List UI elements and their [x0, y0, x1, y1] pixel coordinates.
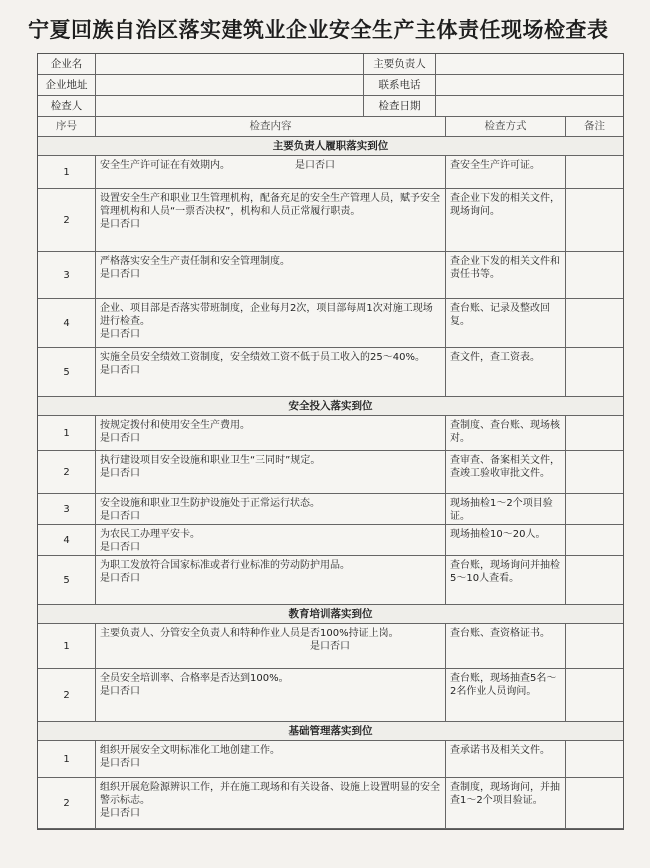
row-number: 1	[38, 156, 96, 188]
info-label: 主要负责人	[364, 54, 436, 75]
row-number: 1	[38, 624, 96, 668]
info-label: 检查日期	[364, 96, 436, 117]
row-content: 企业、项目部是否落实带班制度，企业每月2次，项目部每周1次对施工现场进行检查。 是口否口	[96, 299, 446, 347]
info-value[interactable]	[436, 96, 623, 117]
row-number: 5	[38, 348, 96, 396]
row-method: 现场抽检10～20人。	[446, 525, 566, 555]
table-row	[38, 624, 623, 669]
column-header: 备注	[584, 120, 605, 132]
row-content: 安全设施和职业卫生防护设施处于正常运行状态。 是口否口	[96, 494, 446, 524]
row-number: 3	[38, 494, 96, 524]
row-method: 查安全生产许可证。	[446, 156, 566, 188]
row-remark[interactable]	[566, 741, 623, 777]
table-row	[38, 525, 623, 556]
row-method: 查台账、记录及整改回复。	[446, 299, 566, 347]
row-content: 执行建设项目安全设施和职业卫生“三同时”规定。 是口否口	[96, 451, 446, 493]
table-body	[38, 137, 623, 829]
table-row	[38, 778, 623, 829]
table-row	[38, 156, 623, 189]
row-content: 为农民工办理平安卡。 是口否口	[96, 525, 446, 555]
row-content: 实施全员安全绩效工资制度，安全绩效工资不低于员工收入的25～40%。 是口否口	[96, 348, 446, 396]
row-method: 现场抽检1～2个项目验证。	[446, 494, 566, 524]
row-content: 为职工发放符合国家标准或者行业标准的劳动防护用品。 是口否口	[96, 556, 446, 604]
row-method: 查企业下发的相关文件和责任书等。	[446, 252, 566, 298]
row-number: 3	[38, 252, 96, 298]
table-row	[38, 189, 623, 252]
info-value[interactable]	[96, 96, 364, 117]
section-title: 主要负责人履职落实到位	[38, 137, 623, 156]
table-row	[38, 348, 623, 397]
row-remark[interactable]	[566, 451, 623, 493]
row-method: 查台账，现场抽查5名～2名作业人员询问。	[446, 669, 566, 721]
info-value[interactable]	[96, 75, 364, 96]
inspection-form	[37, 53, 624, 830]
row-method: 查制度，现场询问，并抽查1～2个项目验证。	[446, 778, 566, 828]
row-remark[interactable]	[566, 525, 623, 555]
table-row	[38, 299, 623, 348]
table-header	[38, 117, 623, 137]
row-number: 2	[38, 778, 96, 828]
info-block	[38, 54, 623, 117]
row-remark[interactable]	[566, 556, 623, 604]
row-content: 按规定拨付和使用安全生产费用。 是口否口	[96, 416, 446, 450]
row-number: 2	[38, 451, 96, 493]
column-header: 检查方式	[446, 117, 566, 136]
info-label: 联系电话	[364, 75, 436, 96]
row-number: 1	[38, 416, 96, 450]
row-remark[interactable]	[566, 494, 623, 524]
row-method: 查台账，现场询问并抽检5～10人查看。	[446, 556, 566, 604]
table-row	[38, 669, 623, 722]
row-content: 主要负责人、分管安全负责人和特种作业人员是否100%持证上岗。 是口否口	[96, 624, 446, 668]
row-method: 查台账、查资格证书。	[446, 624, 566, 668]
row-remark[interactable]	[566, 189, 623, 251]
info-value[interactable]	[96, 54, 364, 75]
table-row	[38, 741, 623, 778]
page-title: 宁夏回族自治区落实建筑业企业安全生产主体责任现场检查表	[28, 17, 609, 42]
row-method: 查制度、查台账、现场核对。	[446, 416, 566, 450]
table-row	[38, 416, 623, 451]
row-remark[interactable]	[566, 156, 623, 188]
row-number: 2	[38, 189, 96, 251]
row-remark[interactable]	[566, 669, 623, 721]
section-title: 教育培训落实到位	[38, 605, 623, 624]
row-method: 查企业下发的相关文件，现场询问。	[446, 189, 566, 251]
row-method: 查承诺书及相关文件。	[446, 741, 566, 777]
table-row	[38, 556, 623, 605]
table-row	[38, 252, 623, 299]
row-content: 设置安全生产和职业卫生管理机构，配备充足的安全生产管理人员，赋予安全管理机构和人员“一票否决权”，机构和人员正常履行职责。 是口否口	[96, 189, 446, 251]
info-label: 企业地址	[38, 75, 96, 96]
row-content: 全员安全培训率、合格率是否达到100%。 是口否口	[96, 669, 446, 721]
row-number: 1	[38, 741, 96, 777]
row-content: 安全生产许可证在有效期内。 是口否口	[96, 156, 446, 188]
row-remark[interactable]	[566, 252, 623, 298]
section-title: 安全投入落实到位	[38, 397, 623, 416]
row-method: 查审查、备案相关文件，查竣工验收审批文件。	[446, 451, 566, 493]
row-content: 组织开展安全文明标准化工地创建工作。 是口否口	[96, 741, 446, 777]
row-number: 2	[38, 669, 96, 721]
row-remark[interactable]	[566, 299, 623, 347]
info-label: 企业名	[38, 54, 96, 75]
row-content: 严格落实安全生产责任制和安全管理制度。 是口否口	[96, 252, 446, 298]
info-label: 检查人	[38, 96, 96, 117]
row-number: 4	[38, 299, 96, 347]
column-header: 序号	[38, 117, 96, 136]
info-value[interactable]	[436, 75, 623, 96]
column-header: 检查内容	[96, 117, 446, 136]
row-content: 组织开展危险源辨识工作，并在施工现场和有关设备、设施上设置明显的安全警示标志。 是口否口	[96, 778, 446, 828]
section-title: 基础管理落实到位	[38, 722, 623, 741]
row-number: 5	[38, 556, 96, 604]
row-remark[interactable]	[566, 778, 623, 828]
table-row	[38, 451, 623, 494]
row-remark[interactable]	[566, 624, 623, 668]
info-value[interactable]	[436, 54, 623, 75]
row-remark[interactable]	[566, 416, 623, 450]
row-remark[interactable]	[566, 348, 623, 396]
row-number: 4	[38, 525, 96, 555]
table-row	[38, 494, 623, 525]
row-method: 查文件，查工资表。	[446, 348, 566, 396]
